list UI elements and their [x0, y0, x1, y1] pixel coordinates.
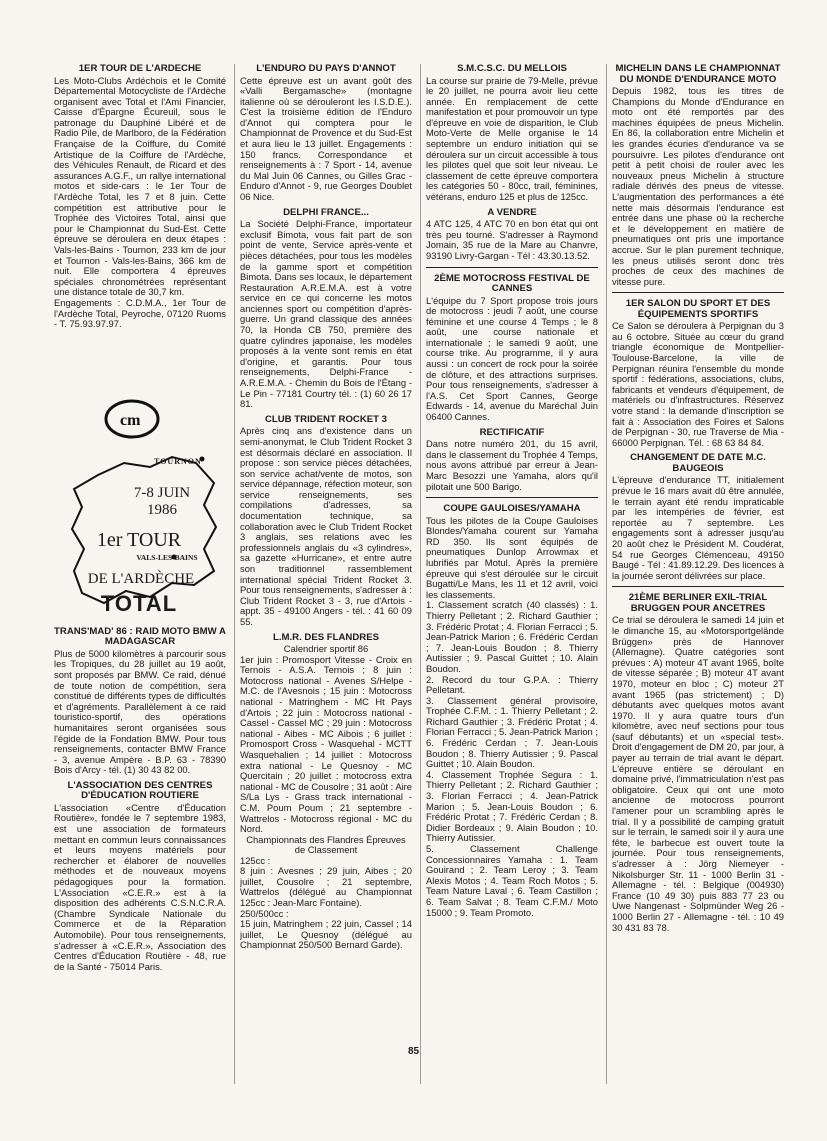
article-title: L'ENDURO DU PAYS D'ANNOT: [256, 64, 396, 74]
article-baugeois: [612, 453, 784, 581]
article-body: L'épreuve d'endurance TT, initialement prévue le 16 mars avait dû être annulée, le terrain ayant été rendu impraticable par les intempéries de février, est reportée au 7 septembre. Les engagements sont à adresser jusqu'au 20 août chez le Président M. Coudérat, 54 rue Georges Clémenceau, 49150 Baugé - Tél : 41.89.12.29. Des licences à la journée seront délivrées sur place.: [612, 474, 784, 581]
article-trident: [240, 415, 412, 628]
column-rule: [606, 64, 607, 1084]
logo-dates: [106, 485, 218, 519]
page-number: 85: [407, 1046, 420, 1057]
category-125: 125cc :: [240, 854, 271, 866]
logo-tournon: TOURNON: [154, 456, 202, 466]
article-title: S.M.C.S.C. DU MELLOIS: [457, 64, 567, 74]
article-transmad: [54, 627, 226, 776]
article-berliner-trial: [612, 593, 784, 933]
article-title: 1ER SALON DU SPORT ET DES ÉQUIPEMENTS SPORTIFS: [625, 298, 771, 320]
article-delphi: [240, 208, 412, 410]
article-body: La course sur prairie de 79-Melle, prévue le 20 juillet, ne pourra avoir lieu cette année. En remplacement de cette manifestation et pour promouvoir un type d'épreuve en voie de disparition, le Club Moto-Verte de Melle organise le 14 septembre un enduro initiation qui se déroulera sur un circuit accessible à tous les pilotes quel que soit leur niveau. Le classement de cette épreuve comportera les catégories 50 - 80cc, trail, féminines, vétérans, enduro 125 et plus de 125cc.: [426, 74, 598, 203]
article-title: COUPE GAULOISES/YAMAHA: [443, 503, 581, 515]
article-intro: Tous les pilotes de la Coupe Gauloises Blondes/Yamaha courent sur Yamaha RD 350. Ils sont équipés de pneumatiques Dunlop Arrowmax et lubrifiés par Motul. Après la première épreuve qui s'est déroulée sur le circuit Bugatti/Le Mans, les 11 et 12 avril, voici les classements.: [426, 514, 598, 600]
article-title: DELPHI FRANCE...: [283, 206, 369, 218]
dates-250: 15 juin, Matringhem ; 22 juin, Cassel ; 14 juillet, Le Quesnoy (délégué au Championnat 250/500 Bernard Garde).: [240, 918, 412, 951]
article-body: 4 ATC 125, 4 ATC 70 en bon état qui ont très peu tourné. S'adresser à Raymond Jomain, 35 rue de la Mare au Chanvre, 93190 Livry-Gargan - Tél : 43.30.13.52.: [426, 218, 598, 261]
logo-total: TOTAL: [100, 590, 178, 616]
column-2: [240, 64, 412, 1084]
article-body: Ce trial se déroulera le samedi 14 juin et le dimanche 15, au «Motorsportgelände Brüggen» près de Hannover (Allemagne). Quatre catégories sont prévues : A) moteur 4T avant 1965, boîte de vitesse séparée ; B) moteur 4T avant 1970, moteur en bloc ; C) moteur 2T avant 1965 (pas strictement) ; D) débutants avec quelques motos avant 1970. Il y aura quatre tours d'un kilomètre, avec neuf sections pour tous (sauf débutants) et un «special test». Droit d'engagement de DM 20, par jour, à payer au terrain de trial avant le départ. L'épreuve entière se déroulant en domaine privé, l'immatriculation n'est pas obligatoire. Ceux qui ont une moto ancienne de motocross pourront l'amener pour un scrambling après le trial. Il y a possibilité de camping gratuit sur le terrain, le samedi soir il y aura une fête, le barbecue est ouvert toute la journée. Pour tous renseignements, s'adresser à : Jörg Niemeyer - Nikolsburger Str. 11 - 1000 Berlin 31 - Allemagne - tél. : Belgique (004930) France (10 49 30) puis 883 77 23 ou Uwe Nangenast - Solpmünder Weg 26 - 1000 Berlin 27 - Allemagne - tél. : 10 49 30 431 83 78.: [612, 614, 784, 933]
article-a-vendre: [426, 208, 598, 262]
column-4: [612, 64, 784, 1084]
divider: [426, 497, 598, 498]
article-title: 1ER TOUR DE L'ARDECHE: [78, 64, 202, 74]
ranking-concessionnaires: 5. Classement Challenge Concessionnaires Yamaha : 1. Team Gouirand ; 2. Team Leroy ; 3. Team Alexis Motos ; 4. Team Roch Motos ; 5. Team Nature Laval ; 6. Team Castillon ; 6. Team Salvat ; 8. Team C.F.M./ Moto 15000 ; 9. Team Promoto.: [426, 843, 598, 918]
magazine-page: [54, 64, 794, 1104]
ranking-segura: 4. Classement Trophée Segura : 1. Thierry Pelletant ; 2. Richard Gauthier ; 3. Florian Ferracci ; 4. Jean-Patrick Marion ; 5. Jean-Louis Boudon ; 6. Frédéric Protat ; 7. Frédéric Cerdan ; 8. Didier Bordeaux ; 9. Alain Boudon ; 10. Thierry Autissier.: [426, 768, 598, 844]
article-michelin: [612, 64, 784, 287]
emblem-monogram-icon: cm: [120, 411, 141, 429]
article-flandres: [240, 633, 412, 951]
article-body: Dans notre numéro 201, du 15 avril, dans le classement du Trophée 4 Temps, nous avons attribué par erreur à Jean-Marc Besozzi une Yamaha, alors qu'il pilotait une 500 Barigo.: [426, 438, 598, 492]
article-body: L'association «Centre d'Éducation Routière», fondée le 7 septembre 1983, est une association de formateurs mettant en commun leurs connaissances et leurs moyens matériels pour rechercher et élaborer de nouvelles méthodes et de nouveaux moyens pédagogiques pour la formation. L'Association «C.E.R.» est à la disposition des adhérents C.S.N.C.R.A. (Chambre Syndicale Nationale du Commerce et de la Réparation Automobile). Pour tous renseignements, s'adresser à «C.E.R.», Association des Centres d'Éducation Routière - 48, rue de la Santé - 75014 Paris.: [54, 801, 226, 972]
dates-125: 8 juin : Avesnes ; 29 juin, Aibes ; 20 juillet, Cousolre ; 21 septembre, Wattrelos (délégué au Championnat 125cc : Jean-Marc Fontaine).: [240, 865, 412, 909]
article-title: RECTIFICATIF: [479, 426, 545, 438]
article-title: A VENDRE: [487, 206, 537, 218]
article-title: L'ASSOCIATION DES CENTRES D'ÉDUCATION ROUTIERE: [67, 779, 213, 802]
column-3: [426, 64, 598, 1084]
article-body: Plus de 5000 kilomètres à parcourir sous les Tropiques, du 28 juillet au 19 août, sont proposés par BMW. Ce raid, dénué de toute notion de compétition, sera constitué de différents types de difficultés et d'agréments. Parallèlement à ce raid touristico-sportif, des opérations humanitaires seront organisées sous l'égide de la Fondation BMW. Pour tous renseignements, contacter BMW France - 3, avenue Ampère - B.P. 63 - 78390 Bois d'Arcy - tél. (1) 30 43 82 00.: [54, 647, 226, 776]
article-body: Après cinq ans d'existence dans un semi-anonymat, le Club Trident Rocket 3 est désormais déclaré en association. Il propose : son service pièces détachées, son service achat/vente de motos, son service dépannage, réfection moteur, son service renseignements, ses compilations d'adresses, sa documentation technique, sa collaboration avec le Club Trident Rocket 3 anglais, ses relations avec les professionnels anglais du «3 cylindres», sa gazette «Hurricane», et entre autre son traditionnel rassemblement international spécial Trident Rocket 3. Pour tous renseignements, s'adresser à : Club Trident Rocket 3 - 3, rue d'Artois - appt. 35 - 49100 Angers - tél. : 41 60 09 55.: [240, 425, 412, 627]
divider: [612, 586, 784, 587]
ranking-scratch: 1. Classement scratch (40 classés) : 1. Thierry Pelletant ; 2. Richard Gauthier ; 3. Frédéric Protat ; 4. Florian Ferracci ; 5. Jean-Patrick Marion ; 6. Frédéric Cerdan ; 7. Jean-Louis Boudon ; 8. Thierry Autissier ; 9. Pascal Guittet ; 10. Alain Boudon.: [426, 599, 598, 674]
article-title: TRANS'MAD' 86 : RAID MOTO BMW A MADAGASCAR: [54, 625, 226, 648]
logo-dates-line2: 1986: [147, 501, 177, 518]
article-title: 21ÈME BERLINER EXIL-TRIAL BRUGGEN POUR ANCETRES: [628, 592, 768, 614]
article-body: Cette épreuve est un avant goût des «Valli Bergamasche» (montagne italienne où se dérouleront les I.S.D.E.). C'est la troisième édition de l'Enduro d'Annot qui comptera pour le Championnat de Provence et du Sud-Est et aura lieu le 13 juillet. Engagements : 150 francs. Correspondance et renseignements à : 7 Sport - 14, avenue du Mal Juin 06 Cannes, ou Gilles Grac - Enduro d'Annot - 9, rue Georges Doublet 06 Nice.: [240, 74, 412, 203]
column-rule: [234, 64, 235, 1084]
article-title: 2ÈME MOTOCROSS FESTIVAL DE CANNES: [434, 272, 590, 294]
logo-vals: VALS-LES-BAINS: [136, 552, 198, 562]
article-subtitle-2: Championnats des Flandres Épreuves de Classement: [246, 833, 406, 856]
logo-dates-line1: 7-8 JUIN: [133, 484, 191, 501]
article-contact: Engagements : C.D.M.A., 1er Tour de l'Ardèche Total, Peyroche, 07120 Ruoms - T. 75.93.97.97.: [54, 296, 226, 330]
divider: [612, 292, 784, 293]
article-tour-ardeche: [54, 64, 226, 330]
article-subtitle: Calendrier sportif 86: [283, 643, 369, 655]
article-body: L'équipe du 7 Sport propose trois jours de motocross : jeudi 7 août, une course féminine et une course 4 Temps ; le 8 août, une course nationale et internationale ; le samedi 9 août, une course trike. Au programme, il y aura aussi : un concert de rock pour la soirée de clôture, et des attractions surprises. Pour tous renseignements, s'adresser à l'A.S. Cet Sport Cannes, George Edwards - 14, avenue du Maréchal Juin 06400 Cannes.: [426, 294, 598, 423]
article-title: L.M.R. DES FLANDRES: [272, 631, 380, 643]
divider: [426, 267, 598, 268]
ranking-general: 3. Classement général provisoire, Trophée C.F.M. : 1. Thierry Pelletant ; 2. Richard Gauthier ; 3. Frédéric Protat ; 4. Florian Ferracci ; 5. Jean-Patrick Marion ; 6. Frédéric Cerdan ; 7. Jean-Louis Boudon ; 8. Thierry Autissier ; 9. Pascal Guittet ; 10. Alain Boudon.: [426, 694, 598, 770]
article-title: CHANGEMENT DE DATE M.C. BAUGEOIS: [630, 452, 766, 474]
article-association: [54, 781, 226, 973]
article-enduro-annot: [240, 64, 412, 203]
logo-ardeche: DE L'ARDÈCHE: [87, 570, 195, 587]
ranking-record: 2. Record du tour G.P.A. : Thierry Pelletant.: [426, 673, 598, 696]
logo-tour: 1er TOUR: [96, 528, 182, 551]
article-festival-cannes: [426, 274, 598, 423]
article-body: Ce Salon se déroulera à Perpignan du 3 au 6 octobre. Située au cœur du grand triangle économique de Montpellier-Toulouse-Barcelone, la ville de Perpignan réunira l'ensemble du monde sportif : fédérations, associations, clubs, fabricants et vendeurs d'équipement, de matériels ou d'infrastructures. Réservez votre stand : la demande d'inscription se fait à : Association des Foires et Salons de Perpignan - 30, rue Traverse de Mia - 66000 Perpignan. Tél. : 68 63 84 84.: [612, 320, 784, 448]
article-body: Depuis 1982, tous les titres de Champions du Monde d'Endurance en moto ont été remportés par des machines équipées de pneus Michelin. En 86, la collaboration entre Michelin et les grandes écuries d'endurance va se poursuivre. Les pilotes d'endurance ont petit à petit choisi de rouler avec les nouveaux pneus Michelin à structure radiale dérivés des pneus de vitesse. L'augmentation des performances a été nette mais désormais l'endurance est entrée dans une phase où la recherche et le développement en matière de pneumatiques ont pris une importance accrue. Sur le plan purement technique, les pneus utilisés seront donc très proches de ceux des machines de vitesse pure.: [612, 85, 784, 287]
article-rectificatif: [426, 428, 598, 492]
article-body: 1er juin : Promosport Vitesse - Croix en Ternois - A.S.A. Ternois ; 8 juin : Motocross national - Avenes S/Helpe - M.C. de l'Avesnois ; 15 juin : Motocross national - Matringhem - MC Ht Pays d'Artois ; 22 juin : Motocross national - Cassel - Cassel MC ; 29 juin : Motocross national - Aibes - MC Aibois ; 6 juillet : Promosport Cross - Wasquehal - MCTT Wasquehalien ; 14 juillet : Motocross extra national - Le Quesnoy - MC Quercitain ; 20 juillet : motocross extra national - MC de Cousolre ; 31 août : Aire S/La Lys - Grass track international - C.M. Poum Poum ; 21 septembre - Wattrelos - Motocross régional - MC du Nord.: [240, 653, 412, 835]
article-body: Les Moto-Clubs Ardéchois et le Comité Départemental Motocycliste de l'Ardèche organisent avec Total et l'Ami Financier, Caisse d'Épargne Écureuil, sous le patronage du Dauphiné Libéré et de Radio Pile, de Marlboro, de la Fédération Française de la Coiffure, du Comité Artistique de la Coiffure de l'Ardèche, des Véhicules Renault, de Ricard et des assurances A.G.F., un rallye international motos et side-cars : le 1er Tour de l'Ardèche Total, les 7 et 8 juin. Cette compétition est attributive pour le Trophée des Victoires Total, ainsi que pour le Championnat du Sud-Est. Cette épreuve se déroulera en deux étapes : Vals-les-Bains - Tournon, 233 km de jour et Tournon - Vals-les-Bains, 366 km de nuit. Elle comportera 4 épreuves spéciales chronométrées représentant une distance totale de 30,7 km.: [54, 74, 226, 298]
article-title: MICHELIN DANS LE CHAMPIONNAT DU MONDE D'ENDURANCE MOTO: [615, 64, 781, 85]
article-title: CLUB TRIDENT ROCKET 3: [264, 413, 388, 425]
article-body: La Société Delphi-France, importateur exclusif Bimota, vous fait part de son point de vente, Service après-vente et pièces détachées, pour tous les modèles de la gamme sport et compétition Bimota. Dans ses locaux, le département Restauration A.R.E.M.A. est à votre service en ce qui concerne les motos anciennes sport ou compétition d'après-guerre. Un grand classique des années 70, la Honda CB 750, première des quatre cylindres japonaise, les modèles proposés à la vente sont remis en état d'origine, et garantis. Pour tous renseignements, Delphi-France - A.R.E.M.A. - Chemin du Bois de l'Étang - Le Pin - 77181 Courtry tél. : (1) 60 26 17 81.: [240, 218, 412, 410]
article-gauloises: [426, 504, 598, 918]
column-rule: [420, 64, 421, 1084]
article-smcsc: [426, 64, 598, 203]
article-salon-sport: [612, 299, 784, 448]
tour-ardeche-logo: [54, 335, 226, 621]
category-250: 250/500cc :: [240, 907, 289, 919]
column-1: [54, 64, 226, 1084]
